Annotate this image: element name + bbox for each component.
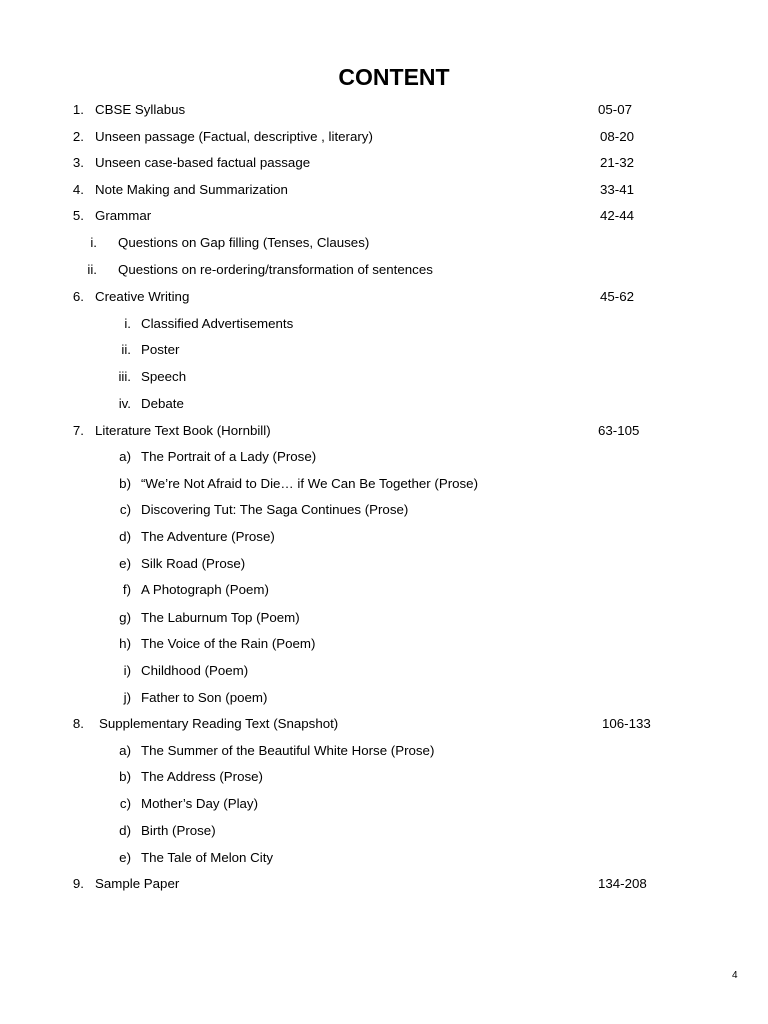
toc-entry-title: Poster — [141, 342, 180, 357]
toc-entry-pages: 63-105 — [598, 423, 640, 438]
toc-entry-title: Literature Text Book (Hornbill) — [95, 423, 271, 438]
toc-subentry — [0, 340, 768, 360]
toc-entry-number: 6. — [72, 289, 84, 304]
toc-entry-title: Unseen passage (Factual, descriptive , literary) — [95, 129, 373, 144]
toc-entry-pages: 134-208 — [598, 876, 647, 891]
toc-entry-title: Questions on re-ordering/transformation of sentences — [118, 262, 433, 277]
toc-subentry — [0, 527, 768, 547]
toc-entry-number: a) — [119, 743, 131, 758]
toc-entry-pages: 33-41 — [600, 182, 635, 197]
toc-subentry — [0, 821, 768, 841]
toc-entry-number: 7. — [72, 423, 84, 438]
toc-entry-number: 3. — [72, 155, 84, 170]
toc-entry-title: “We’re Not Afraid to Die… if We Can Be Together (Prose) — [141, 476, 478, 491]
toc-entry-number: d) — [119, 823, 131, 838]
toc-entry — [0, 153, 768, 173]
toc-entry-number: 9. — [72, 876, 84, 891]
toc-entry-title: Grammar — [95, 208, 152, 223]
toc-entry-number: f) — [122, 582, 131, 597]
toc-entry-number: 2. — [72, 129, 84, 144]
toc-entry-number: 4. — [72, 182, 84, 197]
toc-entry-title: The Laburnum Top (Poem) — [141, 610, 300, 625]
toc-entry-title: Silk Road (Prose) — [141, 556, 246, 571]
toc-entry-number: e) — [119, 556, 131, 571]
toc-entry-title: A Photograph (Poem) — [141, 582, 269, 597]
toc-subentry — [0, 394, 768, 414]
toc-subentry — [0, 474, 768, 494]
toc-entry-pages: 45-62 — [600, 289, 635, 304]
toc-entry-number: d) — [119, 529, 131, 544]
toc-entry-number: iii. — [118, 369, 131, 384]
toc-entry-number: g) — [119, 610, 131, 625]
toc-entry-number: iv. — [118, 396, 131, 411]
toc-subentry — [0, 848, 768, 868]
toc-entry-number: c) — [119, 502, 131, 517]
toc-subentry — [0, 767, 768, 787]
toc-entry-title: Father to Son (poem) — [141, 690, 268, 705]
toc-entry-title: Supplementary Reading Text (Snapshot) — [99, 716, 339, 731]
toc-subentry — [0, 661, 768, 681]
toc-subentry — [0, 447, 768, 467]
toc-entry — [0, 100, 768, 120]
toc-entry-number: a) — [119, 449, 131, 464]
toc-subentry — [0, 500, 768, 520]
toc-entry-number: b) — [119, 769, 131, 784]
toc-subentry — [0, 794, 768, 814]
toc-entry-number: 1. — [72, 102, 84, 117]
toc-entry-number: c) — [119, 796, 131, 811]
toc-entry-title: The Adventure (Prose) — [141, 529, 275, 544]
toc-entry-title: Questions on Gap filling (Tenses, Clauses) — [118, 235, 370, 250]
toc-entry-number: h) — [119, 636, 131, 651]
toc-entry-pages: 106-133 — [602, 716, 651, 731]
toc-entry-pages: 05-07 — [598, 102, 633, 117]
toc-entry-number: ii. — [121, 342, 131, 357]
toc-entry-title: The Voice of the Rain (Poem) — [141, 636, 316, 651]
toc-subentry — [0, 634, 768, 654]
toc-entry — [0, 287, 768, 307]
toc-entry-title: Discovering Tut: The Saga Continues (Prose) — [141, 502, 409, 517]
toc-entry-title: The Portrait of a Lady (Prose) — [141, 449, 317, 464]
toc-entry — [0, 127, 768, 147]
toc-subentry — [0, 367, 768, 387]
toc-subentry — [0, 233, 768, 253]
toc-entry-pages: 21-32 — [600, 155, 635, 170]
toc-subentry — [0, 580, 768, 600]
toc-entry-title: Sample Paper — [95, 876, 180, 891]
toc-subentry — [0, 608, 768, 628]
toc-entry-number: b) — [119, 476, 131, 491]
toc-entry-number: i) — [123, 663, 131, 678]
toc-entry — [0, 206, 768, 226]
toc-entry-title: The Tale of Melon City — [141, 850, 274, 865]
toc-entry-title: Note Making and Summarization — [95, 182, 288, 197]
page-title: CONTENT — [338, 64, 450, 90]
toc-subentry — [0, 741, 768, 761]
toc-entry-title: Mother’s Day (Play) — [141, 796, 258, 811]
toc-subentry — [0, 554, 768, 574]
toc-subentry — [0, 688, 768, 708]
toc-entry-number: ii. — [87, 262, 97, 277]
toc-entry-title: Speech — [141, 369, 187, 384]
toc-entry-title: CBSE Syllabus — [95, 102, 186, 117]
toc-entry-pages: 42-44 — [600, 208, 635, 223]
toc-entry-title: Unseen case-based factual passage — [95, 155, 311, 170]
toc-entry-number: 8. — [72, 716, 84, 731]
toc-entry — [0, 421, 768, 441]
toc-entry-pages: 08-20 — [600, 129, 635, 144]
toc-entry — [0, 874, 768, 894]
toc-entry — [0, 180, 768, 200]
toc-entry-title: Creative Writing — [95, 289, 190, 304]
toc-entry-title: Classified Advertisements — [141, 316, 294, 331]
toc-entry-title: Birth (Prose) — [141, 823, 216, 838]
toc-entry-title: Debate — [141, 396, 184, 411]
toc-subentry — [0, 260, 768, 280]
toc-entry-number: e) — [119, 850, 131, 865]
page-number: 4 — [732, 970, 738, 981]
toc-entry-number: j) — [123, 690, 131, 705]
toc-entry-title: Childhood (Poem) — [141, 663, 249, 678]
toc-entry — [0, 714, 768, 734]
toc-entry-title: The Address (Prose) — [141, 769, 263, 784]
toc-entry-title: The Summer of the Beautiful White Horse (Prose) — [141, 743, 435, 758]
toc-entry-number: 5. — [72, 208, 84, 223]
toc-entry-number: i. — [124, 316, 131, 331]
toc-entry-number: i. — [90, 235, 97, 250]
toc-subentry — [0, 314, 768, 334]
